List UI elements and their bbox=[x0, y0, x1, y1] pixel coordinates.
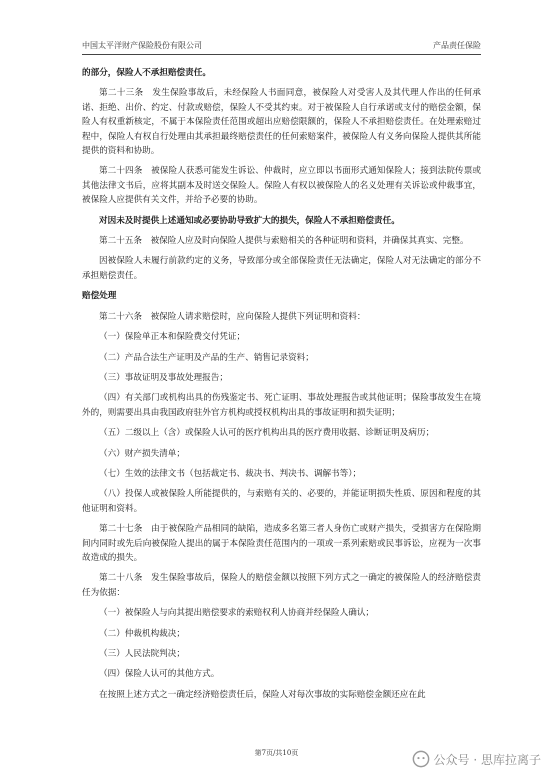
clause-paragraph: （四）有关部门或机构出具的伤残鉴定书、死亡证明、事故处理报告或其他证明；保险事故发生在境外的，则需要出具由我国政府驻外官方机构或授权机构出具的事故证明和损失证明； bbox=[82, 393, 481, 418]
clause-paragraph: 第二十七条 由于被保险产品相同的缺陷，造成多名第三者人身伤亡或财产损失，受损害方在保险期间内同时或先后向被保险人提出的属于本保险责任范围内的一项或一系列索赔或民事诉讼，应视为一次事故造成的损失。 bbox=[82, 524, 481, 563]
clause-paragraph: （一）被保险人与向其提出赔偿要求的索赔权利人协商并经保险人确认； bbox=[99, 608, 375, 619]
clause-paragraph: （三）人民法院判决； bbox=[99, 649, 185, 659]
clause-paragraph: （四）保险人认可的其他方式。 bbox=[99, 669, 220, 680]
clause-paragraph: 第二十三条 发生保险事故后，未经保险人书面同意，被保险人对受害人及其代理人作出的任何承诺、拒绝、出价、约定、付款或赔偿，保险人不受其约束。对于被保险人自行承诺或支付的赔偿金额，保险人有权重新核定，不属于本保险责任范围或超出应赔偿限额的，保险人不承担赔偿责任。在处理索赔过程中，保险人有权自行处理由其承担最终赔偿责任的任何索赔案件，被保险人有义务向保险人提供其所能提供的资料和协助。 bbox=[82, 88, 481, 157]
page-number: 第7页/共10页 bbox=[254, 749, 299, 757]
clause-paragraph: 第二十五条 被保险人应及时向保险人提供与索赔相关的各种证明和资料，并确保其真实、完整。 bbox=[99, 236, 469, 247]
bold-clause-paragraph: 对因未及时提供上述通知或必要协助导致扩大的损失，保险人不承担赔偿责任。 bbox=[99, 215, 400, 226]
clause-paragraph: 在按照上述方式之一确定经济赔偿责任后，保险人对每次事故的实际赔偿金额还应在此 bbox=[99, 689, 426, 700]
section-heading: 赔偿处理 bbox=[82, 291, 117, 302]
clause-paragraph: （七）生效的法律文书（包括裁定书、裁决书、判决书、调解书等）； bbox=[99, 468, 362, 479]
page-header bbox=[82, 40, 481, 55]
clause-paragraph: （二）产品合法生产证明及产品的生产、销售记录资料； bbox=[99, 352, 314, 363]
clause-paragraph: （二）仲裁机构裁决； bbox=[99, 628, 185, 639]
watermark bbox=[412, 749, 541, 769]
clause-paragraph: （六）财产损失清单； bbox=[99, 448, 185, 459]
product-name: 产品责任保险 bbox=[433, 41, 481, 50]
document-body bbox=[82, 66, 481, 708]
clause-paragraph: （八）投保人或被保险人所能提供的，与索赔有关的、必要的，并能证明损失性质、原因和程度的其他证明和资料。 bbox=[82, 489, 481, 514]
clause-paragraph: （五）二级以上（含）或保险人认可的医疗机构出具的医疗费用收据、诊断证明及病历； bbox=[99, 428, 435, 439]
clause-paragraph: 第二十四条 被保险人获悉可能发生诉讼、仲裁时，应立即以书面形式通知保险人；接到法院传票或其他法律文书后，应将其副本及时送交保险人。保险人有权以被保险人的名义处理有关诉讼或仲裁事宜，被保险人应提供有关文件，并给予必要的协助。 bbox=[82, 166, 481, 206]
clause-paragraph: （三）事故证明及事故处理报告； bbox=[99, 372, 228, 383]
clause-paragraph: 第二十六条 被保险人请求赔偿时，应向保险人提供下列证明和资料： bbox=[99, 311, 366, 322]
bold-clause-paragraph: 的部分，保险人不承担赔偿责任。 bbox=[82, 68, 211, 78]
watermark-text: 公众号 · 思库拉离子 bbox=[433, 752, 541, 767]
clause-paragraph: 第二十八条 发生保险事故后，保险人的赔偿金额以按照下列方式之一确定的被保险人的经济赔偿责任为依据： bbox=[82, 573, 481, 598]
clause-paragraph: （一）保险单正本和保险费交付凭证； bbox=[99, 332, 246, 343]
clause-paragraph: 因被保险人未履行前款约定的义务，导致部分或全部保险责任无法确定，保险人对无法确定的部分不承担赔偿责任。 bbox=[82, 256, 481, 281]
wechat-official-account-icon bbox=[412, 750, 430, 768]
company-name: 中国太平洋财产保险股份有限公司 bbox=[82, 41, 202, 50]
